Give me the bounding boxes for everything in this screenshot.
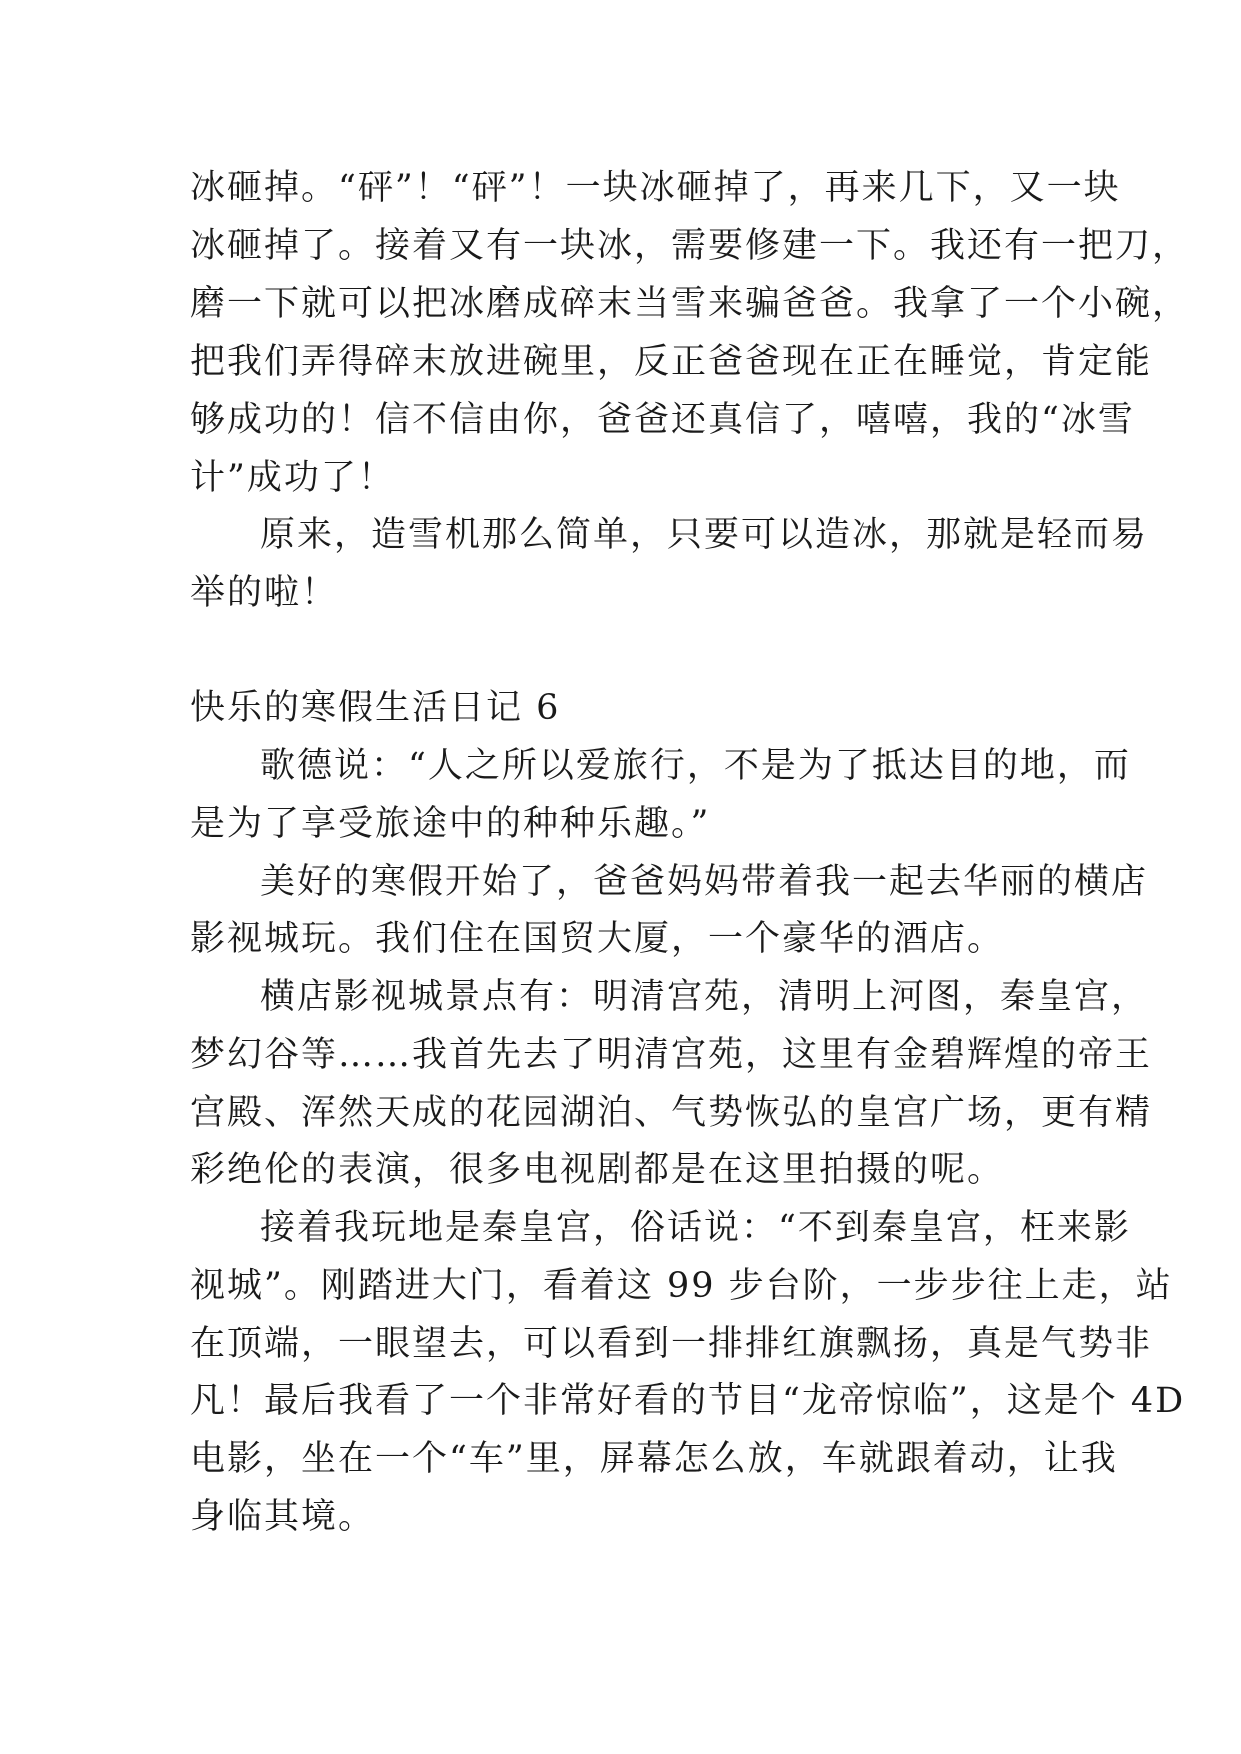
- paragraph-line: 宫殿、浑然天成的花园湖泊、气势恢弘的皇宫广场，更有精: [190, 1093, 1153, 1133]
- paragraph-line: 歌德说：“人之所以爱旅行，不是为了抵达目的地，而: [260, 746, 1131, 786]
- paragraph-line: 原来，造雪机那么简单，只要可以造冰，那就是轻而易: [260, 515, 1149, 555]
- paragraph-line: 冰砸掉了。接着又有一块冰，需要修建一下。我还有一把刀，: [190, 226, 1190, 266]
- paragraph-line: 把我们弄得碎末放进碗里，反正爸爸现在正在睡觉，肯定能: [190, 342, 1153, 382]
- paragraph-line: 计”成功了！: [190, 458, 395, 498]
- section-title: 快乐的寒假生活日记 6: [190, 688, 561, 728]
- paragraph-line: 美好的寒假开始了，爸爸妈妈带着我一起去华丽的横店: [260, 862, 1149, 902]
- paragraph-line: 接着我玩地是秦皇宫，俗话说：“不到秦皇宫，枉来影: [260, 1208, 1131, 1248]
- paragraph-line: 是为了享受旅途中的种种乐趣。”: [190, 804, 711, 844]
- paragraph-line: 梦幻谷等……我首先去了明清宫苑，这里有金碧辉煌的帝王: [190, 1035, 1153, 1075]
- paragraph-line: 横店影视城景点有：明清宫苑，清明上河图，秦皇宫，: [260, 977, 1149, 1017]
- paragraph-line: 彩绝伦的表演，很多电视剧都是在这里拍摄的呢。: [190, 1150, 1005, 1190]
- paragraph-line: 电影，坐在一个“车”里，屏幕怎么放，车就跟着动，让我: [190, 1439, 1118, 1479]
- paragraph-line: 举的啦！: [190, 573, 339, 613]
- paragraph-line: 凡！最后我看了一个非常好看的节目“龙帝惊临”，这是个 4D: [190, 1381, 1186, 1421]
- paragraph-line: 身临其境。: [190, 1497, 376, 1537]
- paragraph-line: 视城”。刚踏进大门，看着这 99 步台阶，一步步往上走，站: [190, 1266, 1173, 1306]
- paragraph-line: 冰砸掉。“砰”！“砰”！一块冰砸掉了，再来几下，又一块: [190, 168, 1121, 208]
- paragraph-line: 在顶端，一眼望去，可以看到一排排红旗飘扬，真是气势非: [190, 1324, 1153, 1364]
- paragraph-line: 影视城玩。我们住在国贸大厦，一个豪华的酒店。: [190, 919, 1005, 959]
- paragraph-line: 磨一下就可以把冰磨成碎末当雪来骗爸爸。我拿了一个小碗，: [190, 284, 1190, 324]
- paragraph-line: 够成功的！信不信由你，爸爸还真信了，嘻嘻，我的“冰雪: [190, 400, 1135, 440]
